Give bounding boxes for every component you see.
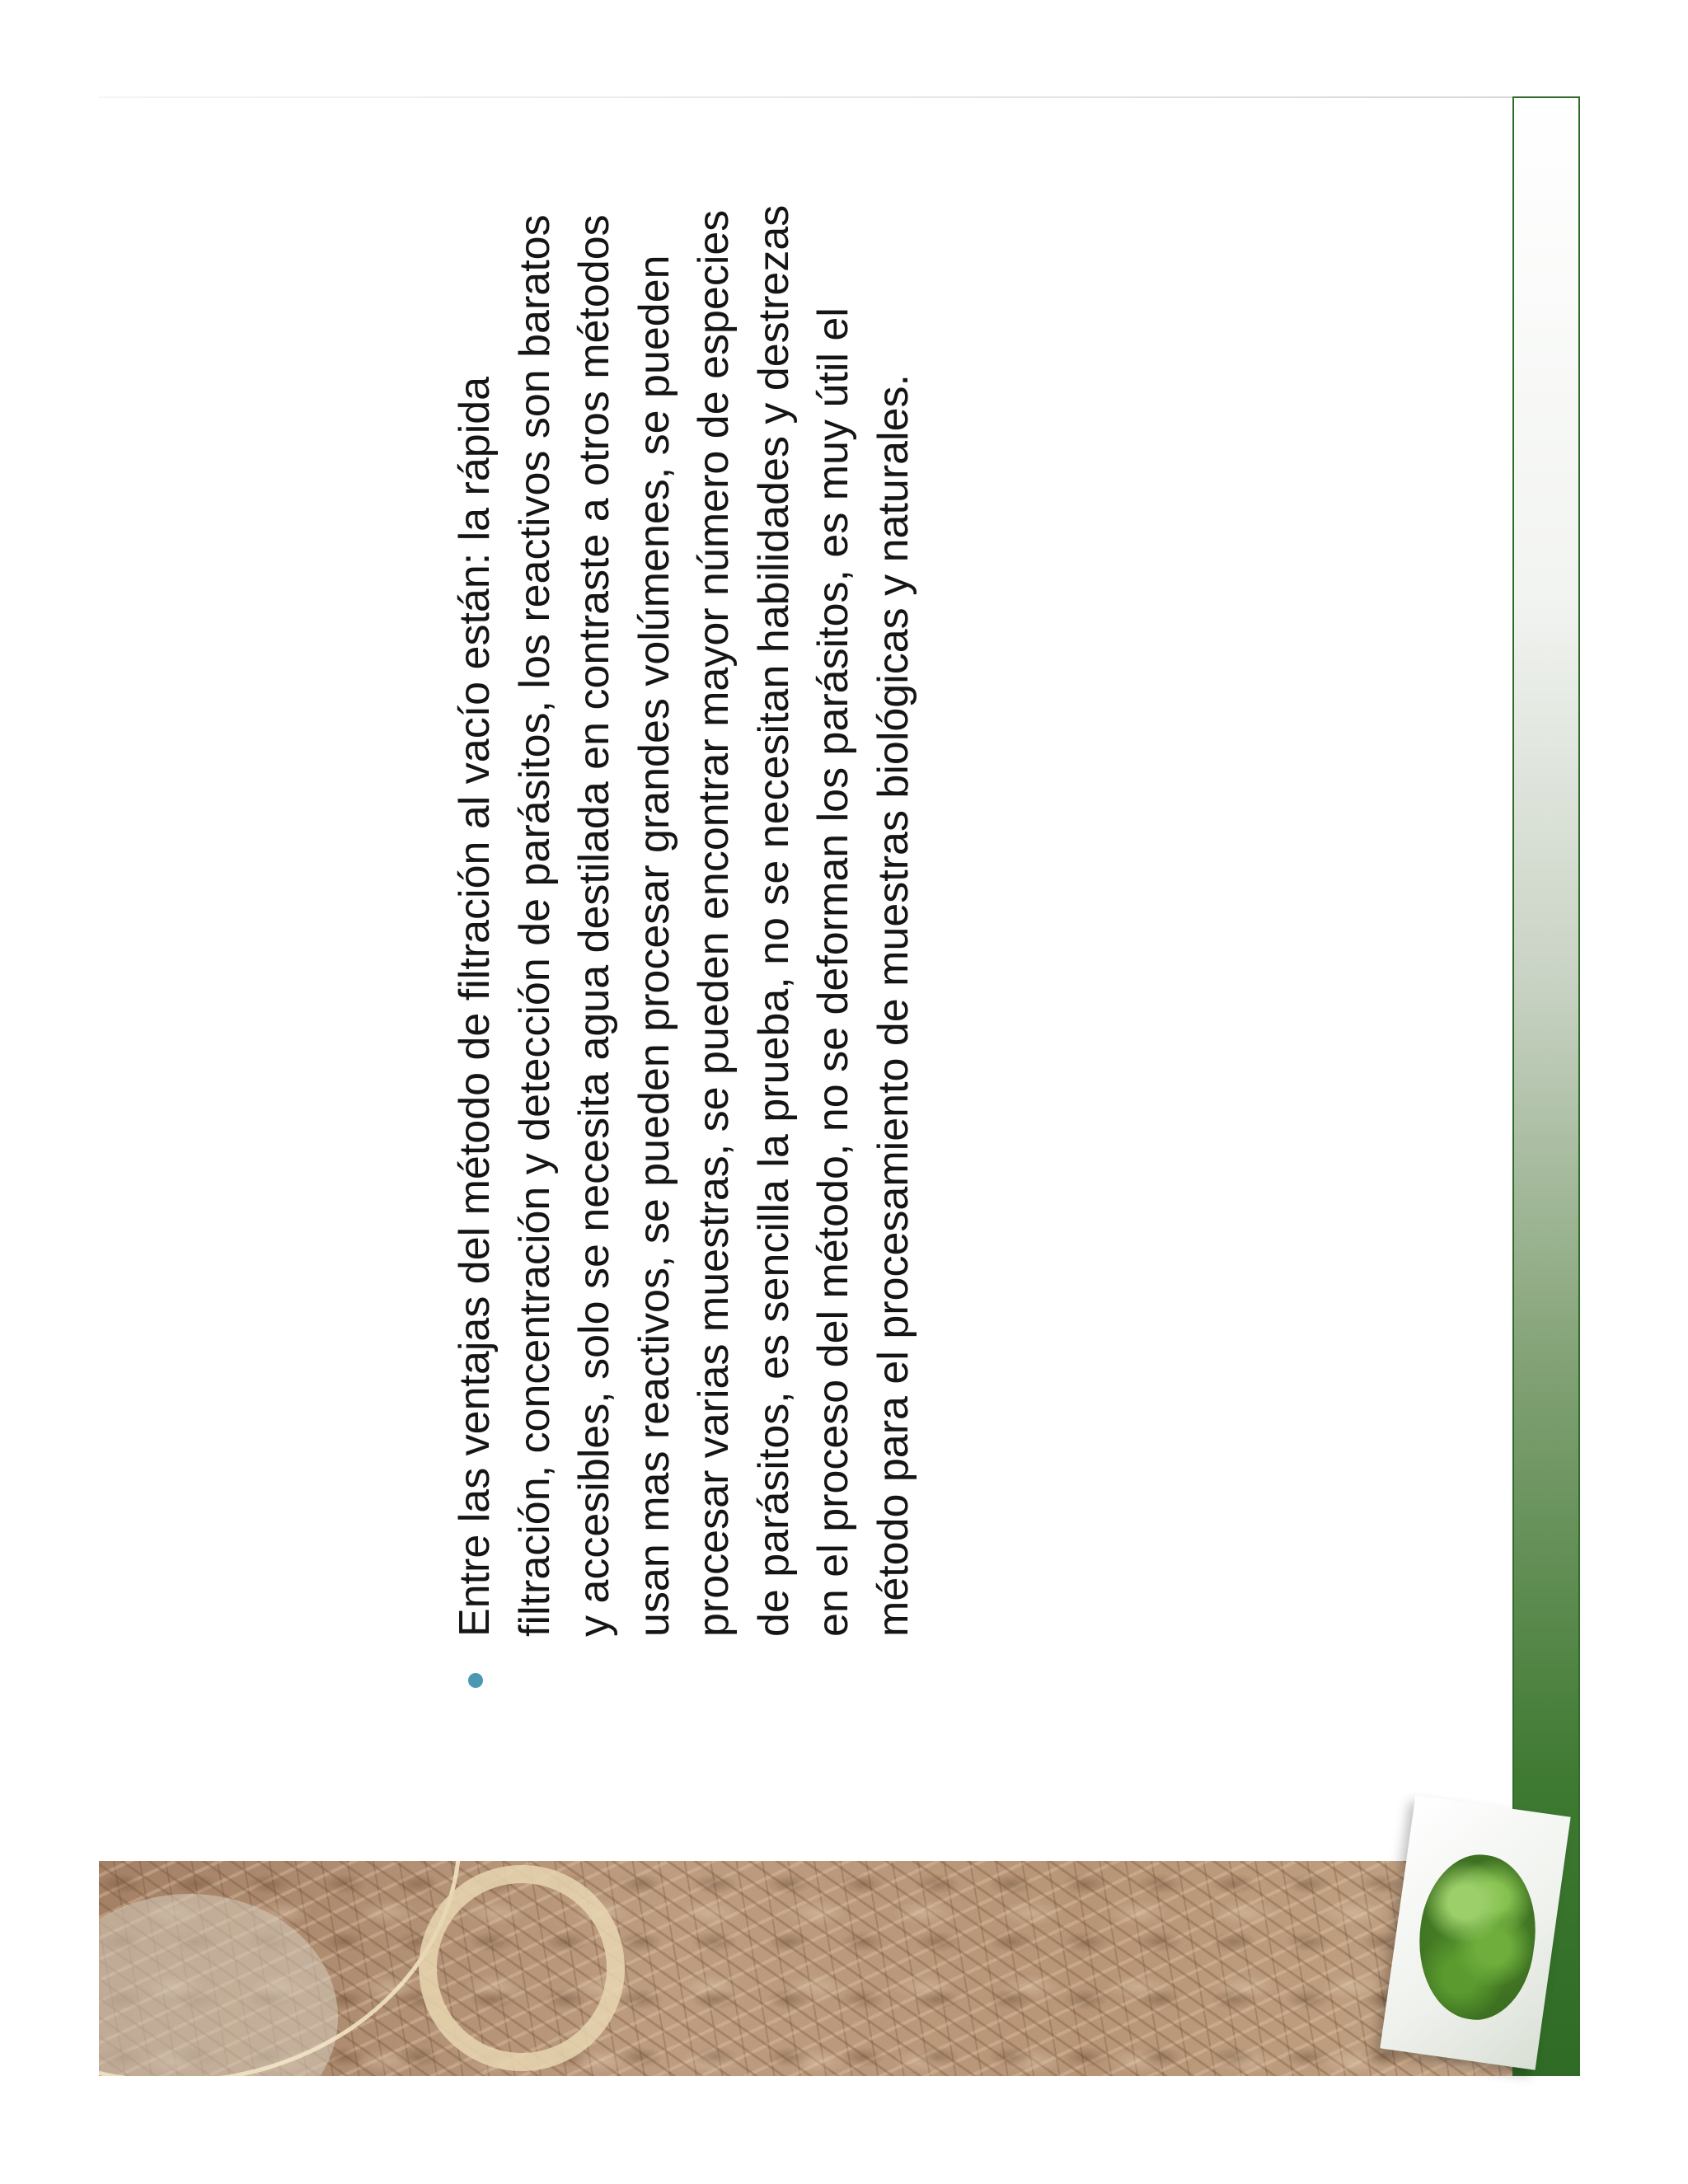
lettuce-icon xyxy=(1409,1848,1545,2027)
slide-top-rule xyxy=(99,96,1512,98)
bullet-item xyxy=(445,122,923,1688)
bullet-line: en el proceso del método, no se deforman los parásitos, es muy útil el xyxy=(809,307,857,1637)
bullet-line: Entre las ventajas del método de filtración al vacío están: la rápida xyxy=(451,376,499,1637)
ring-decoration xyxy=(419,1865,625,2071)
bullet-line: método para el procesamiento de muestras biológicas y naturales. xyxy=(869,374,917,1637)
earth-texture-icon xyxy=(99,1861,1512,2076)
bullet-dot-icon xyxy=(468,1673,483,1688)
bullet-text xyxy=(445,205,923,1637)
green-gradient-band xyxy=(1512,96,1580,2076)
bullet-line: usan mas reactivos, se pueden procesar grandes volúmenes, se pueden xyxy=(630,255,678,1637)
bullet-line: y accesibles, solo se necesita agua destilada en contraste a otros métodos xyxy=(570,214,618,1637)
bullet-line: procesar varias muestras, se pueden encontrar mayor número de especies xyxy=(690,209,738,1637)
thin-ring-decoration xyxy=(99,1861,462,2076)
bullet-line: de parásitos, es sencilla la prueba, no se necesitan habilidades y destrezas xyxy=(749,204,798,1637)
slide-content xyxy=(445,122,923,1688)
bullet-line: filtración, concentración y detección de parásitos, los reactivos son baratos xyxy=(510,214,559,1637)
